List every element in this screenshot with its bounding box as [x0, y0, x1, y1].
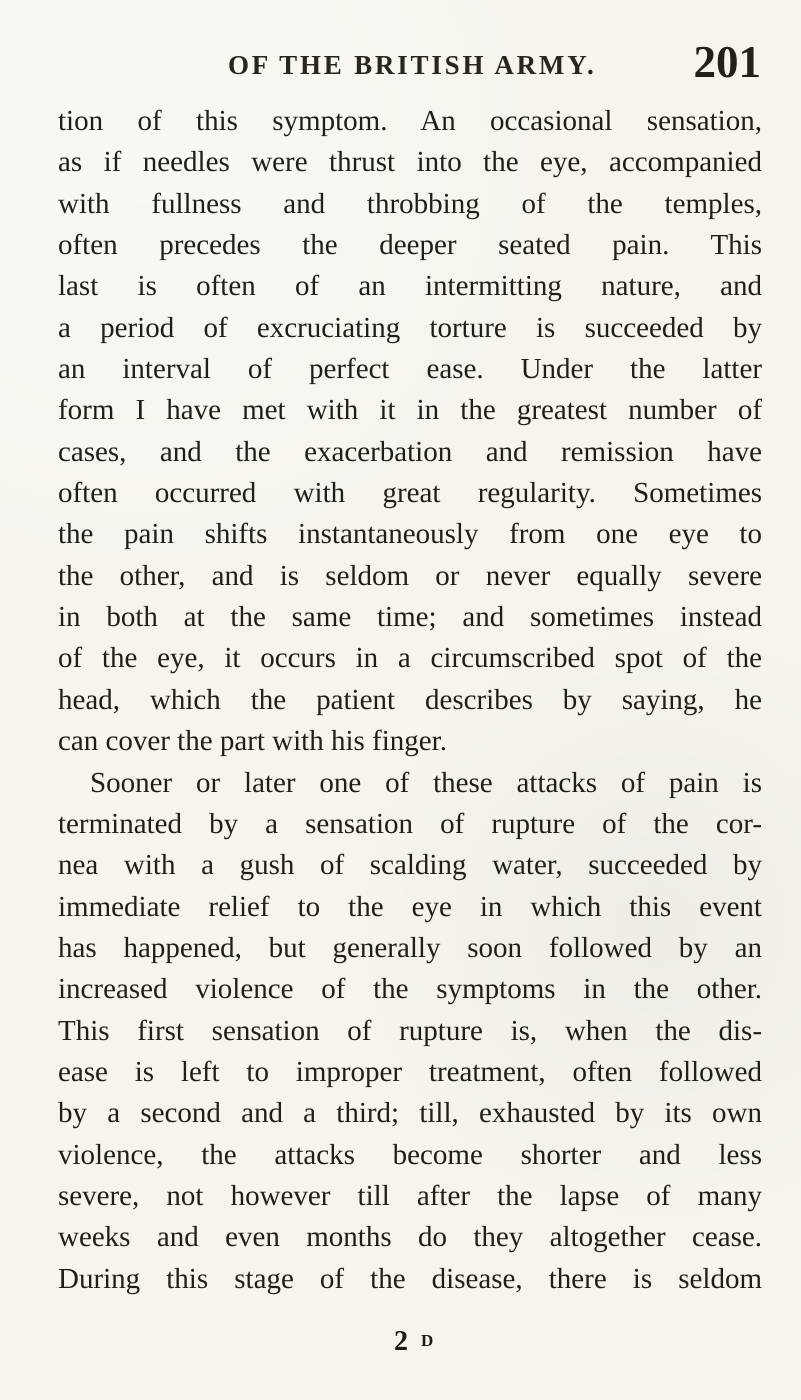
text-line-20: immediate relief to the eye in which this event — [58, 890, 762, 923]
text-line-21: has happened, but generally soon followed by an — [58, 931, 762, 964]
text-line-24: ease is left to improper treatment, often followed — [58, 1055, 762, 1088]
page-number: 201 — [693, 37, 761, 87]
body-text — [58, 101, 762, 1300]
text-line-11: the pain shifts instantaneously from one eye to — [58, 518, 762, 551]
text-line-3: with fullness and throbbing of the temples, — [58, 187, 762, 220]
text-line-29: During this stage of the disease, there is seldom — [58, 1262, 762, 1295]
text-line-23: This first sensation of rupture is, when the dis- — [58, 1014, 762, 1047]
text-line-10: often occurred with great regularity. Sometimes — [58, 477, 762, 510]
text-line-15: head, which the patient describes by saying, he — [58, 683, 762, 716]
text-line-8: form I have met with it in the greatest number of — [58, 394, 762, 427]
text-line-22: increased violence of the symptoms in the other. — [58, 973, 762, 1006]
text-line-7: an interval of perfect ease. Under the latter — [58, 353, 762, 386]
text-line-17: Sooner or later one of these attacks of pain is — [90, 766, 762, 799]
text-line-25: by a second and a third; till, exhausted by its own — [58, 1097, 762, 1130]
signature-letter: D — [421, 1331, 434, 1350]
running-title: OF THE BRITISH ARMY. — [228, 50, 597, 80]
text-line-19: nea with a gush of scalding water, succeeded by — [58, 849, 762, 882]
text-line-4: often precedes the deeper seated pain. This — [58, 229, 762, 262]
text-line-6: a period of excruciating torture is succeeded by — [58, 311, 762, 344]
text-line-2: as if needles were thrust into the eye, accompanied — [58, 146, 762, 179]
running-head — [0, 37, 801, 87]
text-line-9: cases, and the exacerbation and remission have — [58, 435, 762, 468]
text-line-18: terminated by a sensation of rupture of the cor- — [58, 807, 762, 840]
text-line-5: last is often of an intermitting nature, and — [58, 270, 762, 303]
text-line-12: the other, and is seldom or never equally severe — [58, 559, 762, 592]
text-line-28: weeks and even months do they altogether cease. — [58, 1221, 762, 1254]
text-line-26: violence, the attacks become shorter and less — [58, 1138, 762, 1171]
text-line-14: of the eye, it occurs in a circumscribed spot of the — [58, 642, 762, 675]
text-line-16: can cover the part with his finger. — [58, 725, 447, 758]
text-line-13: in both at the same time; and sometimes instead — [58, 601, 762, 634]
signature-mark — [394, 1326, 433, 1358]
text-line-1: tion of this symptom. An occasional sensation, — [58, 105, 762, 137]
text-line-27: severe, not however till after the lapse of many — [58, 1179, 762, 1212]
signature-number: 2 — [394, 1326, 414, 1357]
